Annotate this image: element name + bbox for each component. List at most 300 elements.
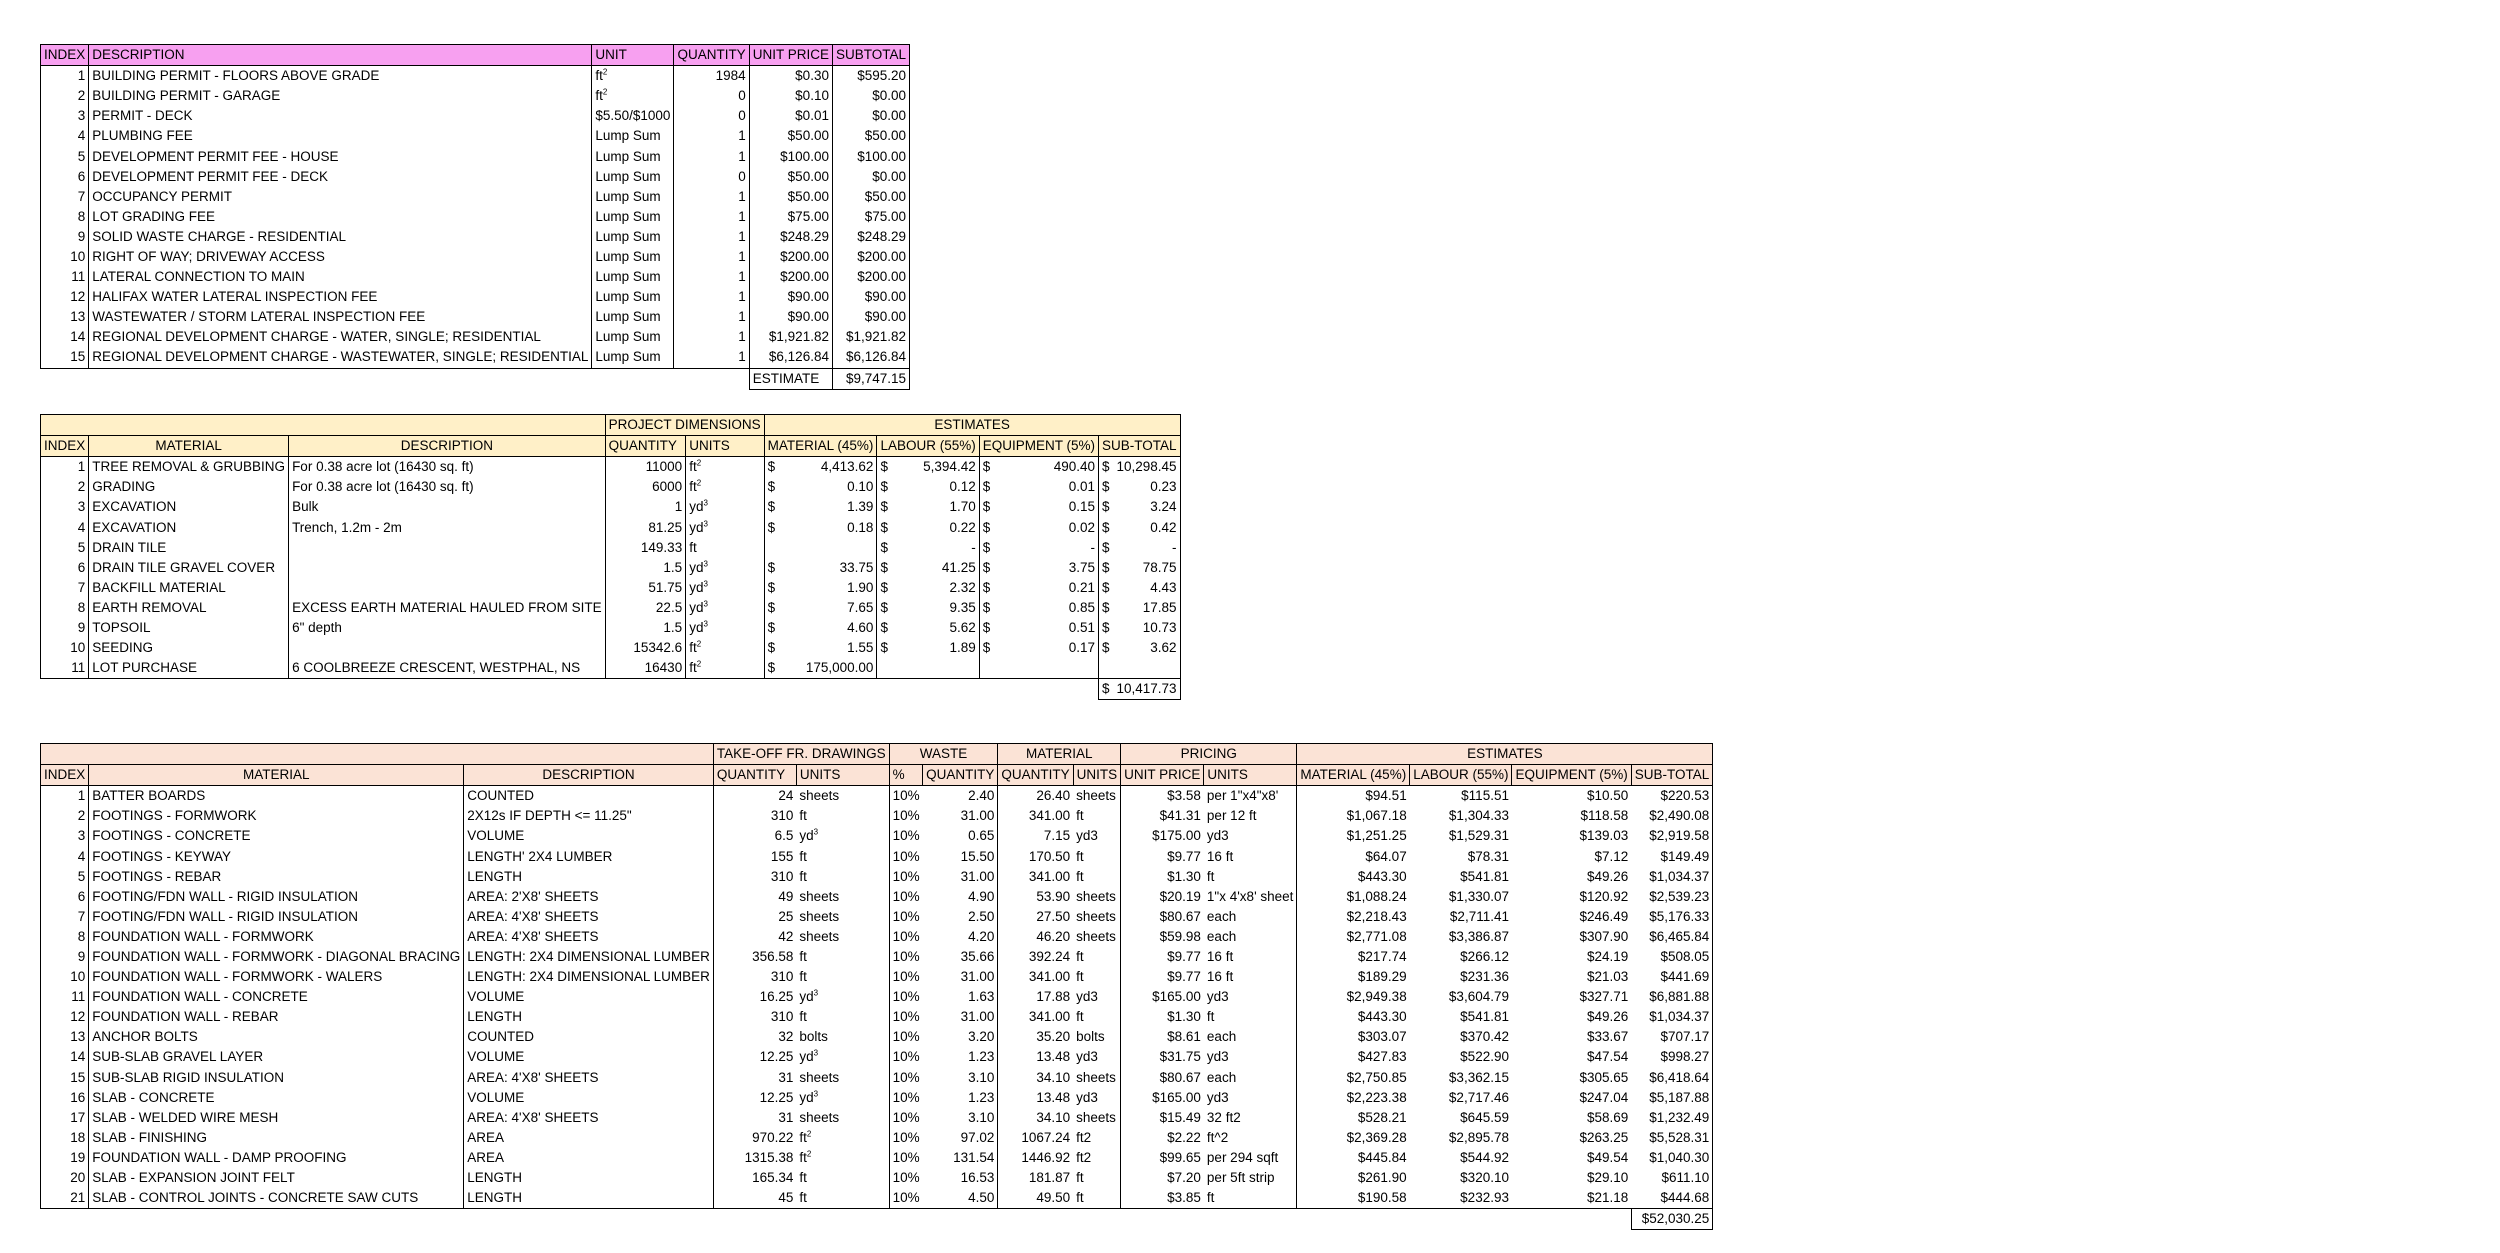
cell: $2,717.46 bbox=[1448, 1089, 1509, 1105]
amount: 1.55 bbox=[847, 640, 874, 656]
cell: $yd^3$ bbox=[686, 517, 764, 537]
cell: $175.00 bbox=[1121, 826, 1204, 846]
cell: COUNTED bbox=[464, 786, 714, 807]
currency-symbol: $ bbox=[1101, 681, 1110, 697]
cell: FOOTINGS - KEYWAY bbox=[89, 846, 464, 866]
cell: yd3 bbox=[1206, 828, 1229, 844]
cell: sheets bbox=[799, 1069, 840, 1085]
currency-symbol: $ bbox=[982, 559, 991, 575]
cell: VOLUME bbox=[464, 826, 714, 846]
currency-symbol: $ bbox=[982, 519, 991, 535]
cell: $528.21 bbox=[1297, 1108, 1410, 1128]
cell: $2,223.38 bbox=[1297, 1088, 1410, 1108]
cell: 10% bbox=[889, 1047, 923, 1067]
cell: LENGTH bbox=[464, 867, 714, 887]
currency-symbol: $ bbox=[1101, 640, 1110, 656]
foundation-total: $52,030.25 bbox=[1631, 1209, 1713, 1230]
cell: 16.25 bbox=[713, 987, 796, 1007]
cell: 9 bbox=[41, 227, 89, 247]
cell: 19 bbox=[41, 1148, 89, 1168]
cell: 9 bbox=[41, 947, 89, 967]
cell: 8 bbox=[41, 207, 89, 227]
cell: EARTH REMOVAL bbox=[89, 598, 289, 618]
cell: $90.00 bbox=[832, 287, 909, 307]
cell: $115.51 bbox=[1461, 788, 1509, 804]
cell: 31 bbox=[713, 1068, 796, 1088]
table-row bbox=[41, 1027, 1713, 1047]
cell: 170.50 bbox=[998, 846, 1073, 866]
table-row bbox=[41, 887, 1713, 907]
cell: yd3 bbox=[1076, 989, 1098, 1005]
cell: SLAB - FINISHING bbox=[89, 1128, 464, 1148]
cell: LENGTH bbox=[464, 1188, 714, 1209]
cell: $3,386.87 bbox=[1448, 928, 1509, 944]
cell: 10% bbox=[889, 1007, 923, 1027]
cell bbox=[289, 638, 606, 658]
money bbox=[1102, 497, 1177, 517]
cell: yd3 bbox=[1206, 989, 1229, 1005]
sitework-header-cell: DESCRIPTION bbox=[289, 436, 606, 457]
cell: $49.54 bbox=[1586, 1149, 1629, 1165]
cell bbox=[1098, 578, 1180, 598]
cell: sheets bbox=[1076, 788, 1116, 804]
cell: $0.01 bbox=[749, 106, 832, 126]
table-row bbox=[41, 867, 1713, 887]
table-row bbox=[41, 1007, 1713, 1027]
cell: $0.00 bbox=[832, 167, 909, 187]
cell: per 12 ft bbox=[1206, 808, 1257, 824]
cell: $247.04 bbox=[1579, 1089, 1629, 1105]
cell: sheets bbox=[799, 888, 840, 904]
cell: $yd^3$ bbox=[686, 497, 764, 517]
cell: $189.29 bbox=[1297, 967, 1410, 987]
amount: 3.62 bbox=[1150, 640, 1177, 656]
cell: $2,750.85 bbox=[1297, 1068, 1410, 1088]
cell: Lump Sum bbox=[592, 227, 674, 247]
cell: $50.00 bbox=[749, 167, 832, 187]
cell: 20 bbox=[41, 1168, 89, 1188]
cell: $50.00 bbox=[832, 126, 909, 146]
cell: 13.48 bbox=[998, 1047, 1073, 1067]
cell: $80.67 bbox=[1121, 1068, 1204, 1088]
cell: ft bbox=[1076, 969, 1084, 985]
currency-symbol: $ bbox=[880, 539, 888, 555]
group-header bbox=[41, 744, 714, 765]
cell: $118.58 bbox=[1580, 808, 1629, 824]
cell: FOOTINGS - CONCRETE bbox=[89, 826, 464, 846]
cell: 17.88 bbox=[998, 987, 1073, 1007]
money bbox=[880, 578, 975, 598]
foundation-header-cell: INDEX bbox=[41, 765, 89, 786]
cell: sheets bbox=[1076, 888, 1116, 904]
cell: 10% bbox=[889, 927, 923, 947]
cell: $1,088.24 bbox=[1297, 887, 1410, 907]
empty-cell bbox=[605, 679, 686, 700]
cell: 15342.6 bbox=[605, 638, 686, 658]
cell: 4.90 bbox=[968, 888, 995, 904]
cell: ft bbox=[799, 1170, 807, 1186]
cell: $0.00 bbox=[832, 86, 909, 106]
cell: ft bbox=[1073, 1188, 1121, 1209]
foundation-header-cell: % bbox=[889, 765, 923, 786]
amount: - bbox=[1172, 539, 1177, 555]
currency-symbol: $ bbox=[880, 519, 888, 535]
cell: RIGHT OF WAY; DRIVEWAY ACCESS bbox=[89, 247, 592, 267]
cell: 6000 bbox=[605, 477, 686, 497]
cell: FOUNDATION WALL - DAMP PROOFING bbox=[89, 1148, 464, 1168]
cell: 165.34 bbox=[713, 1168, 796, 1188]
money bbox=[983, 457, 1095, 477]
cell: 2 bbox=[41, 86, 89, 106]
amount: 0.51 bbox=[1068, 619, 1095, 635]
cell: $443.30 bbox=[1297, 1007, 1410, 1027]
cell bbox=[1098, 538, 1180, 558]
cell: $305.65 bbox=[1579, 1069, 1629, 1085]
table-row bbox=[41, 187, 910, 207]
amount: 33.75 bbox=[839, 559, 874, 575]
cell: $9.77 bbox=[1121, 947, 1204, 967]
empty-cell bbox=[1512, 1209, 1631, 1230]
cell: $59.98 bbox=[1121, 927, 1204, 947]
cell bbox=[877, 558, 979, 578]
cell: 4.20 bbox=[968, 928, 995, 944]
cell: $41.31 bbox=[1121, 806, 1204, 826]
cell: $645.59 bbox=[1460, 1109, 1509, 1125]
cell bbox=[1098, 477, 1180, 497]
money bbox=[768, 618, 874, 638]
table-row bbox=[41, 327, 910, 347]
cell: BACKFILL MATERIAL bbox=[89, 578, 289, 598]
cell: $ft^2$ bbox=[592, 66, 674, 87]
cell: $3,604.79 bbox=[1448, 989, 1509, 1005]
cell: 16430 bbox=[605, 658, 686, 679]
cell: $1,232.49 bbox=[1631, 1108, 1713, 1128]
cell: VOLUME bbox=[464, 987, 714, 1007]
table-row bbox=[41, 307, 910, 327]
cell: 7.15 bbox=[998, 826, 1073, 846]
amount: 1.39 bbox=[847, 499, 874, 515]
currency-symbol: $ bbox=[982, 479, 991, 495]
cell: $yd^3$ bbox=[686, 618, 764, 638]
cell: LENGTH' 2X4 LUMBER bbox=[464, 846, 714, 866]
amount: 0.01 bbox=[1068, 479, 1095, 495]
cell: SLAB - WELDED WIRE MESH bbox=[89, 1108, 464, 1128]
cell: 4 bbox=[41, 126, 89, 146]
cell: 1.5 bbox=[605, 558, 686, 578]
table-row bbox=[41, 658, 1181, 679]
cell: 3.20 bbox=[968, 1029, 995, 1045]
amount: 4.43 bbox=[1150, 579, 1177, 595]
cell: 1315.38 bbox=[713, 1148, 796, 1168]
cell: 22.5 bbox=[605, 598, 686, 618]
amount: 0.42 bbox=[1150, 519, 1177, 535]
cell: 97.02 bbox=[960, 1129, 995, 1145]
money bbox=[1102, 518, 1177, 538]
estimate-label: ESTIMATE bbox=[749, 368, 832, 389]
cell: 1.63 bbox=[968, 989, 995, 1005]
cell: $611.10 bbox=[1631, 1168, 1713, 1188]
cell: 24 bbox=[713, 786, 796, 807]
cell bbox=[1098, 457, 1180, 478]
cell: $1,529.31 bbox=[1448, 828, 1509, 844]
cell: $49.26 bbox=[1586, 868, 1629, 884]
amount: 10.73 bbox=[1142, 619, 1177, 635]
money bbox=[983, 578, 1095, 598]
cell: $2,218.43 bbox=[1297, 907, 1410, 927]
cell: 34.10 bbox=[998, 1108, 1073, 1128]
cell: $1.30 bbox=[1121, 867, 1204, 887]
cell: 1 bbox=[41, 66, 89, 87]
empty-cell bbox=[89, 679, 289, 700]
cell: 6 bbox=[41, 558, 89, 578]
empty-cell bbox=[1410, 1209, 1512, 1230]
sitework-header-cell: INDEX bbox=[41, 436, 89, 457]
cell: ft bbox=[799, 948, 807, 964]
amount: 175,000.00 bbox=[805, 660, 874, 676]
cell: AREA: 4'X8' SHEETS bbox=[464, 907, 714, 927]
cell: $90.00 bbox=[749, 287, 832, 307]
cell: $5,528.31 bbox=[1631, 1128, 1713, 1148]
cell: $75.00 bbox=[832, 207, 909, 227]
amount: 5.62 bbox=[949, 619, 976, 635]
cell: ft bbox=[796, 1188, 889, 1209]
cell: 0 bbox=[674, 167, 749, 187]
cell: $139.03 bbox=[1579, 828, 1629, 844]
cell: ft bbox=[799, 969, 807, 985]
cell: 10% bbox=[889, 826, 923, 846]
cell: 10% bbox=[889, 1068, 923, 1088]
cell: 1 bbox=[674, 126, 749, 146]
cell: 310 bbox=[713, 867, 796, 887]
cell: $1,330.07 bbox=[1448, 888, 1509, 904]
cell bbox=[1098, 618, 1180, 638]
cell: $7.12 bbox=[1594, 848, 1629, 864]
cell: 1 bbox=[674, 146, 749, 166]
money bbox=[768, 477, 874, 497]
foundation-header-cell: EQUIPMENT (5%) bbox=[1512, 765, 1631, 786]
foundation-header-cell: UNITS bbox=[1073, 765, 1121, 786]
cell: 81.25 bbox=[605, 517, 686, 537]
cell: ft2 bbox=[1076, 1149, 1092, 1165]
cell: 5 bbox=[41, 538, 89, 558]
cell: 6" depth bbox=[289, 618, 606, 638]
money bbox=[880, 618, 975, 638]
cell: $441.69 bbox=[1631, 967, 1713, 987]
cell: Lump Sum bbox=[592, 287, 674, 307]
cell: $yd^3$ bbox=[799, 1048, 819, 1065]
cell: 149.33 bbox=[605, 538, 686, 558]
money bbox=[983, 497, 1095, 517]
cell bbox=[764, 517, 877, 537]
cell: 32 ft2 bbox=[1206, 1109, 1241, 1125]
table-row bbox=[41, 826, 1713, 846]
permits-header-cell: UNIT bbox=[592, 45, 674, 66]
cell: Lump Sum bbox=[592, 146, 674, 166]
cell: $200.00 bbox=[749, 247, 832, 267]
cell: 1067.24 bbox=[998, 1128, 1073, 1148]
cell: 10% bbox=[889, 846, 923, 866]
cell: $80.67 bbox=[1121, 907, 1204, 927]
cell: 1 bbox=[674, 207, 749, 227]
cell: 9 bbox=[41, 618, 89, 638]
money bbox=[768, 598, 874, 618]
money bbox=[1102, 598, 1177, 618]
cell: each bbox=[1206, 928, 1237, 944]
estimate-value: $9,747.15 bbox=[832, 368, 909, 389]
cell: 1"x 4'x8' sheet bbox=[1206, 888, 1294, 904]
cell: 356.58 bbox=[713, 947, 796, 967]
money bbox=[983, 618, 1095, 638]
cell: ANCHOR BOLTS bbox=[89, 1027, 464, 1047]
cell: VOLUME bbox=[464, 1088, 714, 1108]
amount: 1.89 bbox=[949, 640, 976, 656]
money bbox=[1102, 679, 1177, 699]
money bbox=[1102, 457, 1177, 477]
cell: 310 bbox=[713, 967, 796, 987]
cell: LENGTH bbox=[464, 1168, 714, 1188]
money bbox=[768, 578, 874, 598]
cell: 3 bbox=[41, 826, 89, 846]
cell: $165.00 bbox=[1121, 987, 1204, 1007]
table-row bbox=[41, 806, 1713, 826]
amount: 41.25 bbox=[941, 559, 976, 575]
cell: PERMIT - DECK bbox=[89, 106, 592, 126]
money bbox=[768, 518, 874, 538]
cell: $90.00 bbox=[749, 307, 832, 327]
currency-symbol: $ bbox=[1101, 499, 1110, 515]
cell: 11000 bbox=[605, 457, 686, 478]
sitework-header-cell: SUB-TOTAL bbox=[1098, 436, 1180, 457]
cell: BUILDING PERMIT - GARAGE bbox=[89, 86, 592, 106]
cell: 1.23 bbox=[968, 1089, 995, 1105]
cell: 341.00 bbox=[998, 1007, 1073, 1027]
cell bbox=[877, 497, 979, 517]
cell: 35.66 bbox=[960, 948, 995, 964]
cell: 1 bbox=[674, 347, 749, 368]
currency-symbol: $ bbox=[1101, 579, 1110, 595]
money bbox=[880, 477, 975, 497]
empty-cell bbox=[979, 679, 1098, 700]
money bbox=[983, 538, 1095, 558]
cell: Lump Sum bbox=[592, 267, 674, 287]
cell bbox=[764, 457, 877, 478]
table-row bbox=[41, 578, 1181, 598]
foundation-header-cell: UNIT PRICE bbox=[1121, 765, 1204, 786]
cell: FOUNDATION WALL - FORMWORK - WALERS bbox=[89, 967, 464, 987]
amount: 10,298.45 bbox=[1116, 459, 1177, 475]
group-blank bbox=[41, 415, 606, 436]
cell: $ft^2$ bbox=[686, 457, 764, 478]
foundation-header-cell: QUANTITY bbox=[713, 765, 796, 786]
cell: $707.17 bbox=[1631, 1027, 1713, 1047]
cell: sheets bbox=[799, 788, 840, 804]
empty-cell bbox=[592, 368, 674, 389]
sitework-header-cell: MATERIAL bbox=[89, 436, 289, 457]
cell: $2,949.38 bbox=[1297, 987, 1410, 1007]
cell: For 0.38 acre lot (16430 sq. ft) bbox=[289, 477, 606, 497]
amount: 0.21 bbox=[1068, 579, 1095, 595]
cell: 34.10 bbox=[998, 1068, 1073, 1088]
money bbox=[880, 558, 975, 578]
money bbox=[983, 477, 1095, 497]
cell: $ft^2$ bbox=[686, 658, 764, 679]
cell: $2,771.08 bbox=[1297, 927, 1410, 947]
amount: 4.60 bbox=[847, 619, 874, 635]
cell: 21 bbox=[41, 1188, 89, 1209]
cell: Lump Sum bbox=[592, 307, 674, 327]
cell: ft bbox=[1076, 808, 1084, 824]
cell: $9.77 bbox=[1121, 967, 1204, 987]
sitework-header-cell: LABOUR (55%) bbox=[877, 436, 979, 457]
cell: $8.61 bbox=[1121, 1027, 1204, 1047]
table-row bbox=[41, 786, 1713, 807]
table-row bbox=[41, 287, 910, 307]
sitework-total-row bbox=[41, 679, 1181, 700]
cell: $90.00 bbox=[832, 307, 909, 327]
cell: TOPSOIL bbox=[89, 618, 289, 638]
cell: each bbox=[1206, 1069, 1237, 1085]
cell: SLAB - CONTROL JOINTS - CONCRETE SAW CUTS bbox=[89, 1188, 464, 1209]
cell: 341.00 bbox=[998, 867, 1073, 887]
cell: $0.00 bbox=[832, 106, 909, 126]
cell: $445.84 bbox=[1297, 1148, 1410, 1168]
cell: SUB-SLAB RIGID INSULATION bbox=[89, 1068, 464, 1088]
cell: 3.10 bbox=[968, 1069, 995, 1085]
cell: 2.50 bbox=[968, 908, 995, 924]
amount: 1.90 bbox=[847, 579, 874, 595]
cell: $2.22 bbox=[1121, 1128, 1204, 1148]
cell: 10% bbox=[889, 1188, 923, 1209]
cell: $263.25 bbox=[1579, 1129, 1629, 1145]
cell: 49.50 bbox=[998, 1188, 1073, 1209]
cell: 4 bbox=[41, 846, 89, 866]
currency-symbol: $ bbox=[982, 640, 991, 656]
cell: ft bbox=[1076, 1170, 1084, 1186]
cell: $266.12 bbox=[1460, 948, 1509, 964]
cell: $1,921.82 bbox=[832, 327, 909, 347]
empty-cell bbox=[1297, 1209, 1410, 1230]
cell: 10 bbox=[41, 247, 89, 267]
permits-table bbox=[40, 44, 910, 390]
table-row bbox=[41, 987, 1713, 1007]
cell: sheets bbox=[799, 908, 840, 924]
cell: 27.50 bbox=[998, 907, 1073, 927]
cell: 11 bbox=[41, 658, 89, 679]
table-row bbox=[41, 538, 1181, 558]
cell: 10 bbox=[41, 967, 89, 987]
cell: $50.00 bbox=[749, 126, 832, 146]
amount: 0.22 bbox=[949, 519, 976, 535]
cell: AREA bbox=[464, 1128, 714, 1148]
cell: 2 bbox=[41, 806, 89, 826]
amount: 0.85 bbox=[1068, 599, 1095, 615]
money bbox=[880, 598, 975, 618]
permits-header-cell: UNIT PRICE bbox=[749, 45, 832, 66]
amount: 0.10 bbox=[847, 479, 874, 495]
cell: $6,126.84 bbox=[832, 347, 909, 368]
table-row bbox=[41, 106, 910, 126]
cell: 6 bbox=[41, 167, 89, 187]
cell: ft^2 bbox=[1206, 1129, 1229, 1145]
cell: LOT GRADING FEE bbox=[89, 207, 592, 227]
amount: 0.17 bbox=[1068, 640, 1095, 656]
cell: per 294 sqft bbox=[1206, 1149, 1279, 1165]
cell: 970.22 bbox=[713, 1128, 796, 1148]
cell: 14 bbox=[41, 327, 89, 347]
cell: $94.51 bbox=[1297, 786, 1410, 807]
cell: $2,895.78 bbox=[1448, 1129, 1509, 1145]
empty-cell bbox=[464, 1209, 714, 1230]
